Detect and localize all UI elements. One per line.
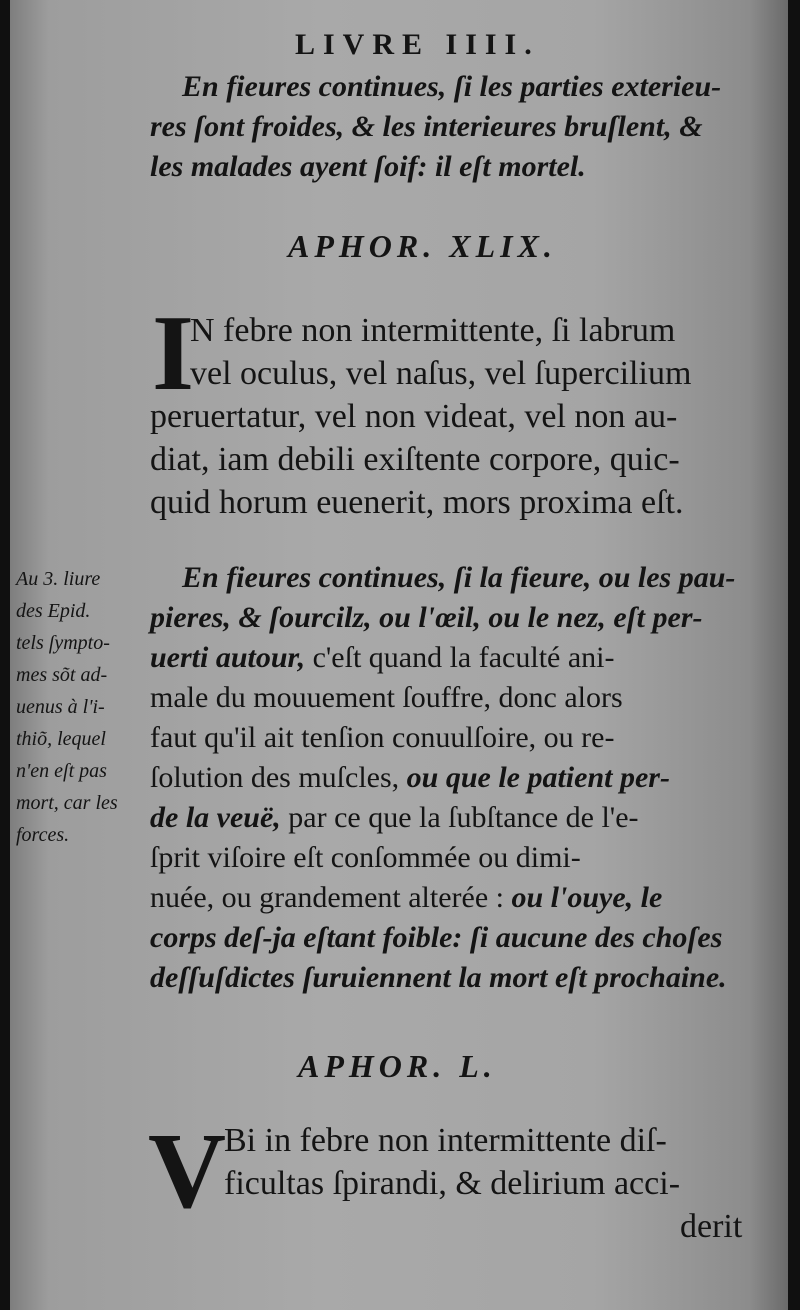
drop-cap: I	[152, 294, 195, 413]
french-line: deſſuſdictes ſuruiennent la mort eſt prochaine.	[150, 961, 727, 994]
note-line: forces.	[16, 824, 70, 846]
french-line: pieres, & ſourcilz, ou l'œil, ou le nez, eſt per-	[150, 601, 703, 634]
latin-line: peruertatur, vel non videat, vel non au-	[150, 398, 678, 435]
aphorism-heading: APHOR. XLIX.	[288, 228, 557, 264]
passage-line: res ſont froides, & les interieures bruſlent, &	[150, 110, 703, 143]
note-line: uenus à l'i-	[16, 696, 105, 718]
french-line: uerti autour, c'eſt quand la faculté ani-	[150, 641, 615, 674]
latin-line: vel oculus, vel naſus, vel ſupercilium	[190, 355, 692, 392]
drop-cap: V	[148, 1112, 226, 1231]
french-line: de la veuë, par ce que la ſubſtance de l'e-	[150, 801, 639, 834]
french-line: faut qu'il ait tenſion conuulſoire, ou re-	[150, 721, 615, 754]
note-line: des Epid.	[16, 600, 91, 622]
note-line: Au 3. liure	[16, 568, 101, 590]
note-line: tels ſympto-	[16, 632, 110, 654]
french-line: nuée, ou grandement alterée : ou l'ouye, le	[150, 881, 663, 914]
passage-line: En fieures continues, ſi les parties exterieu-	[182, 70, 722, 103]
latin-line: diat, iam debili exiſtente corpore, quic-	[150, 441, 680, 478]
latin-line: Bi in febre non intermittente diſ-	[224, 1122, 667, 1159]
latin-line: ficultas ſpirandi, & delirium acci-	[224, 1165, 681, 1202]
note-line: n'en eſt pas	[16, 760, 107, 782]
french-line: male du mouuement ſouffre, donc alors	[150, 681, 623, 714]
latin-line: quid horum euenerit, mors proxima eſt.	[150, 484, 684, 521]
latin-line: derit	[680, 1208, 743, 1245]
french-line: ſolution des muſcles, ou que le patient per-	[150, 761, 670, 794]
french-line: corps deſ-ja eſtant foible: ſi aucune des choſes	[150, 921, 723, 954]
note-line: thiõ, lequel	[16, 728, 106, 750]
french-line: ſprit viſoire eſt conſommée ou dimi-	[150, 841, 581, 874]
latin-line: N febre non intermittente, ſi labrum	[190, 312, 676, 349]
note-line: mort, car les	[16, 792, 118, 814]
note-line: mes sõt ad-	[16, 664, 108, 686]
book-page	[10, 0, 788, 1310]
passage-line: les malades ayent ſoif: il eſt mortel.	[150, 150, 586, 183]
running-head: LIVRE IIII.	[295, 28, 540, 61]
aphorism-heading: APHOR. L.	[298, 1048, 497, 1084]
french-line: En fieures continues, ſi la fieure, ou les pau-	[182, 561, 736, 594]
